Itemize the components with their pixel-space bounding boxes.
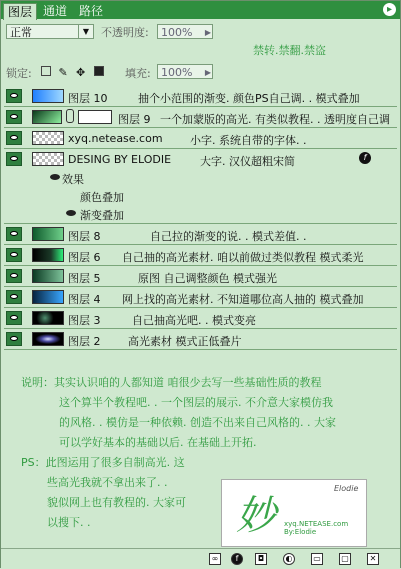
layer-desc: 一个加蒙版的高光. 有类似教程. . 透明度自己调 [160, 113, 390, 126]
effects-row[interactable] [4, 169, 397, 187]
layer-row[interactable] [4, 245, 397, 266]
layer-mask-thumbnail [78, 110, 112, 124]
fill-value: 100% [161, 66, 193, 79]
layer-name: xyq.netease.com [68, 132, 163, 145]
layer-desc: 网上找的高光素材. 不知道哪位高人抽的 模式叠加 [122, 293, 364, 306]
lock-transparent-icon[interactable] [41, 66, 51, 76]
layer-list [4, 86, 397, 350]
layer-row[interactable] [4, 149, 397, 169]
lock-all-icon[interactable] [94, 66, 104, 76]
layer-desc: 自己抽的高光素材. 咱以前做过类似教程 模式柔光 [122, 251, 364, 264]
layer-desc: 高光素材 模式正低叠片 [128, 335, 242, 348]
layer-desc: 自己抽高光吧. . 模式变亮 [132, 314, 256, 327]
link-icon[interactable]: ∞ [209, 553, 221, 565]
eye-icon[interactable] [6, 152, 22, 166]
layer-thumbnail [32, 110, 62, 124]
eye-icon[interactable] [50, 174, 60, 180]
note-line: 的风格. . 模仿是一种依赖. 创造不出来自己风格的. . 大家 [59, 416, 336, 429]
effect-row[interactable] [4, 187, 397, 205]
layer-thumbnail [32, 248, 64, 262]
fill-field[interactable] [157, 64, 213, 79]
eye-icon[interactable] [6, 332, 22, 346]
layer-thumbnail [32, 332, 64, 346]
layer-row[interactable] [4, 224, 397, 245]
lock-label: 锁定: [6, 67, 32, 80]
layer-row[interactable] [4, 107, 397, 128]
layer-thumbnail [32, 290, 64, 304]
layer-name: 图层 3 [68, 314, 101, 327]
chevron-right-icon: ▶ [204, 28, 211, 37]
eye-icon[interactable] [6, 311, 22, 325]
fill-label: 填充: [125, 67, 151, 80]
layer-thumbnail [32, 311, 64, 325]
panel-menu-button[interactable]: ▸ [383, 3, 396, 16]
eye-icon[interactable] [66, 210, 76, 216]
layer-row[interactable] [4, 329, 397, 350]
blend-mode-select[interactable] [6, 24, 94, 39]
layer-desc: 自己拉的渐变的说. . 模式差值. . [150, 230, 307, 243]
layer-name: DESING BY ELODIE [68, 153, 172, 166]
chevron-down-icon: ▼ [78, 25, 93, 38]
layer-row[interactable] [4, 308, 397, 329]
note-line: 貌似网上也有教程的. 大家可 [47, 496, 186, 509]
layer-thumbnail [32, 227, 64, 241]
opacity-label: 不透明度: [101, 26, 149, 39]
tab-channels[interactable]: 通道 [43, 4, 68, 18]
bottom-toolbar [1, 548, 400, 569]
effect-gradient-overlay: 渐变叠加 [80, 209, 124, 222]
lock-move-icon[interactable]: ✥ [76, 66, 86, 79]
layer-desc: 抽个小范围的渐变. 颜色PS自己调. . 模式叠加 [138, 92, 360, 105]
layer-name: 图层 5 [68, 272, 101, 285]
layer-thumbnail [32, 269, 64, 283]
layer-desc: 原图 自己调整颜色 模式强光 [138, 272, 277, 285]
mask-icon[interactable]: ◘ [255, 553, 267, 565]
layer-name: 图层 9 [118, 113, 151, 126]
layer-desc: 小字. 系统自带的字体. . [190, 134, 307, 147]
trash-icon[interactable]: ✕ [367, 553, 379, 565]
eye-icon[interactable] [6, 227, 22, 241]
fx-icon[interactable]: f [359, 152, 371, 164]
layer-row[interactable] [4, 266, 397, 287]
signature-logo [221, 479, 367, 547]
eye-icon[interactable] [6, 248, 22, 262]
lock-icons [39, 64, 106, 77]
eye-icon[interactable] [6, 269, 22, 283]
chain-link-icon [66, 109, 74, 123]
tab-paths[interactable]: 路径 [79, 4, 104, 18]
effect-row[interactable] [4, 205, 397, 224]
layer-thumbnail [32, 131, 64, 145]
logo-brand: Elodie [334, 484, 359, 493]
effects-label: 效果 [62, 173, 84, 186]
chevron-right-icon: ▶ [204, 68, 211, 77]
logo-site: xyq.NETEASE.com By:Elodie [284, 520, 349, 536]
layer-row[interactable] [4, 287, 397, 308]
tab-bar [1, 1, 400, 19]
layer-row[interactable] [4, 128, 397, 149]
new-layer-icon[interactable]: ▢ [339, 553, 351, 565]
eye-icon[interactable] [6, 131, 22, 145]
tab-layers[interactable]: 图层 [3, 3, 37, 20]
layer-name: 图层 4 [68, 293, 101, 306]
layer-name: 图层 6 [68, 251, 101, 264]
eye-icon[interactable] [6, 110, 22, 124]
opacity-field[interactable] [157, 24, 213, 39]
eye-icon[interactable] [6, 89, 22, 103]
note-line: PS：此图运用了很多自制高光. 这 [21, 456, 185, 469]
folder-icon[interactable]: ▭ [311, 553, 323, 565]
layer-desc: 大字. 汉仪超粗宋简 [200, 155, 295, 168]
blend-row [1, 20, 400, 57]
layer-thumbnail [32, 89, 64, 103]
effect-color-overlay: 颜色叠加 [80, 191, 124, 204]
eye-icon[interactable] [6, 290, 22, 304]
logo-signature: 妙 [236, 493, 276, 539]
note-line: 可以学好基本的基础以后. 在基础上开拓. [59, 436, 257, 449]
layer-name: 图层 10 [68, 92, 108, 105]
layer-thumbnail [32, 152, 64, 166]
layer-row[interactable] [4, 86, 397, 107]
lock-brush-icon[interactable]: ✎ [58, 66, 68, 79]
note-line: 些高光我就不拿出来了. . [47, 476, 168, 489]
note-line: 这个算半个教程吧. . 一个图层的展示. 不介意大家模仿我 [59, 396, 333, 409]
layer-name: 图层 2 [68, 335, 101, 348]
top-note: 禁转.禁翻.禁盗 [253, 44, 326, 57]
fx-icon[interactable]: f [231, 553, 243, 565]
opacity-value: 100% [161, 26, 193, 39]
adjustment-icon[interactable]: ◐ [283, 553, 295, 565]
note-line: 说明：其实认识咱的人都知道 咱很少去写一些基础性质的教程 [21, 376, 322, 389]
blend-mode-value: 正常 [10, 26, 32, 39]
layer-name: 图层 8 [68, 230, 101, 243]
lock-row [1, 61, 400, 83]
note-line: 以搜下. . [47, 516, 91, 529]
